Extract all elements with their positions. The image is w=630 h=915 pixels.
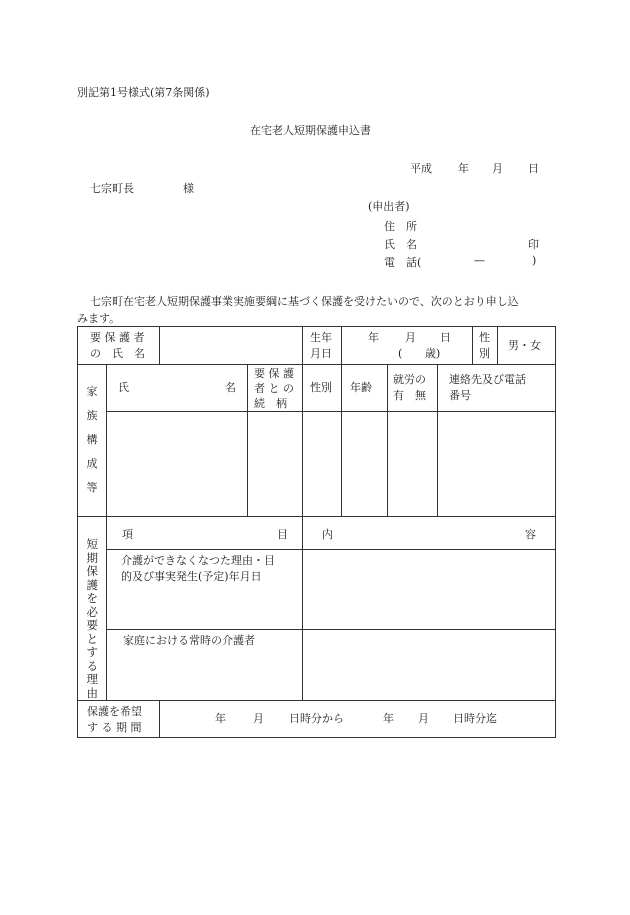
period-from: 日時分から xyxy=(289,712,344,725)
table-border-left xyxy=(77,326,78,737)
table-row-divider xyxy=(106,549,556,550)
table-col-divider xyxy=(159,326,160,364)
table-col-divider xyxy=(497,326,498,364)
intro-line1: 七宗町在宅老人短期保護事業実施要綱に基づく保護を受けたいので、次のとおり申し込 xyxy=(90,295,519,308)
reason-item1-content[interactable] xyxy=(304,551,554,627)
reason-col-content-left: 内 xyxy=(322,528,333,541)
family-col-contact-line2: 番号 xyxy=(449,389,471,402)
family-col-contact-line1: 連絡先及び電話 xyxy=(449,373,526,386)
address-label: 住 所 xyxy=(384,220,417,233)
family-side-label: 家族構成等 xyxy=(86,385,98,494)
date-month: 月 xyxy=(492,162,503,175)
age-open: ( xyxy=(398,347,403,360)
family-entry-area[interactable] xyxy=(108,413,554,514)
period-month-end: 月 xyxy=(418,712,429,725)
age-unit: 歳) xyxy=(425,347,441,360)
date-year: 年 xyxy=(458,162,469,175)
phone-label: 電 話( xyxy=(384,256,422,269)
birth-label-line1: 生年 xyxy=(310,331,332,344)
table-col-divider xyxy=(472,326,473,364)
table-border-bottom xyxy=(77,737,556,738)
period-to: 日時分迄 xyxy=(453,712,497,725)
table-col-divider xyxy=(302,326,303,364)
form-number: 別記第1号様式(第7条関係) xyxy=(77,86,210,99)
table-col-divider xyxy=(341,326,342,364)
period-month-start: 月 xyxy=(253,712,264,725)
table-col-divider xyxy=(106,364,107,700)
intro-line2: みます。 xyxy=(77,312,121,325)
period-label-line2: す る 期 間 xyxy=(87,721,142,734)
person-label-line2: の 氏 名 xyxy=(90,347,145,360)
reason-item2: 家庭における常時の介護者 xyxy=(123,634,255,647)
addressee-name: 七宗町長 xyxy=(90,182,134,195)
table-row-divider xyxy=(106,629,556,630)
table-row-divider xyxy=(77,364,556,365)
family-col-sex: 性別 xyxy=(310,381,332,394)
table-row-divider xyxy=(106,411,556,412)
period-label-line1: 保護を希望 xyxy=(87,705,142,718)
person-name-field[interactable] xyxy=(161,328,300,362)
sex-label-line1: 性 xyxy=(479,331,490,344)
family-col-relation-line2: 者 と の xyxy=(254,382,294,395)
birth-month: 月 xyxy=(405,331,416,344)
birth-label-line2: 月日 xyxy=(310,347,332,360)
reason-side-label: 短期保護を必要とする理由 xyxy=(86,537,98,700)
reason-col-item-left: 項 xyxy=(122,528,133,541)
addressee-honorific: 様 xyxy=(183,182,194,195)
family-col-relation-line1: 要 保 護 xyxy=(254,367,294,380)
phone-dash: — xyxy=(474,254,485,267)
table-border-top xyxy=(77,326,556,327)
sex-label-line2: 別 xyxy=(479,347,490,360)
phone-close: ) xyxy=(532,254,537,267)
name-label: 氏 名 xyxy=(384,238,417,251)
family-col-age: 年齢 xyxy=(350,381,372,394)
family-col-relation-line3: 続 柄 xyxy=(254,397,287,410)
date-era: 平成 xyxy=(410,162,432,175)
reason-col-item-right: 目 xyxy=(277,528,288,541)
table-col-divider xyxy=(302,516,303,700)
family-col-name-left: 氏 xyxy=(118,381,129,394)
document-title: 在宅老人短期保護申込書 xyxy=(250,124,371,137)
period-year-end: 年 xyxy=(383,712,394,725)
seal-mark: 印 xyxy=(528,238,539,251)
reason-item1-line2: 的及び事実発生(予定)年月日 xyxy=(121,570,262,583)
table-row-divider xyxy=(77,700,556,701)
person-label-line1: 要 保 護 者 xyxy=(90,331,145,344)
birth-day: 日 xyxy=(440,331,451,344)
table-col-divider xyxy=(159,700,160,737)
family-col-work-line1: 就労の xyxy=(393,373,426,386)
sex-options: 男・女 xyxy=(508,339,541,352)
family-col-work-line2: 有 無 xyxy=(393,389,426,402)
reason-col-content-right: 容 xyxy=(525,528,536,541)
reason-item2-content[interactable] xyxy=(304,631,554,698)
birth-year: 年 xyxy=(368,331,379,344)
family-col-name-right: 名 xyxy=(225,381,236,394)
date-day: 日 xyxy=(528,162,539,175)
applicant-label: (申出者) xyxy=(368,200,410,213)
table-border-right xyxy=(555,326,556,737)
period-year-start: 年 xyxy=(215,712,226,725)
reason-item1-line1: 介護ができなくなつた理由・目 xyxy=(121,554,275,567)
table-row-divider xyxy=(77,516,556,517)
